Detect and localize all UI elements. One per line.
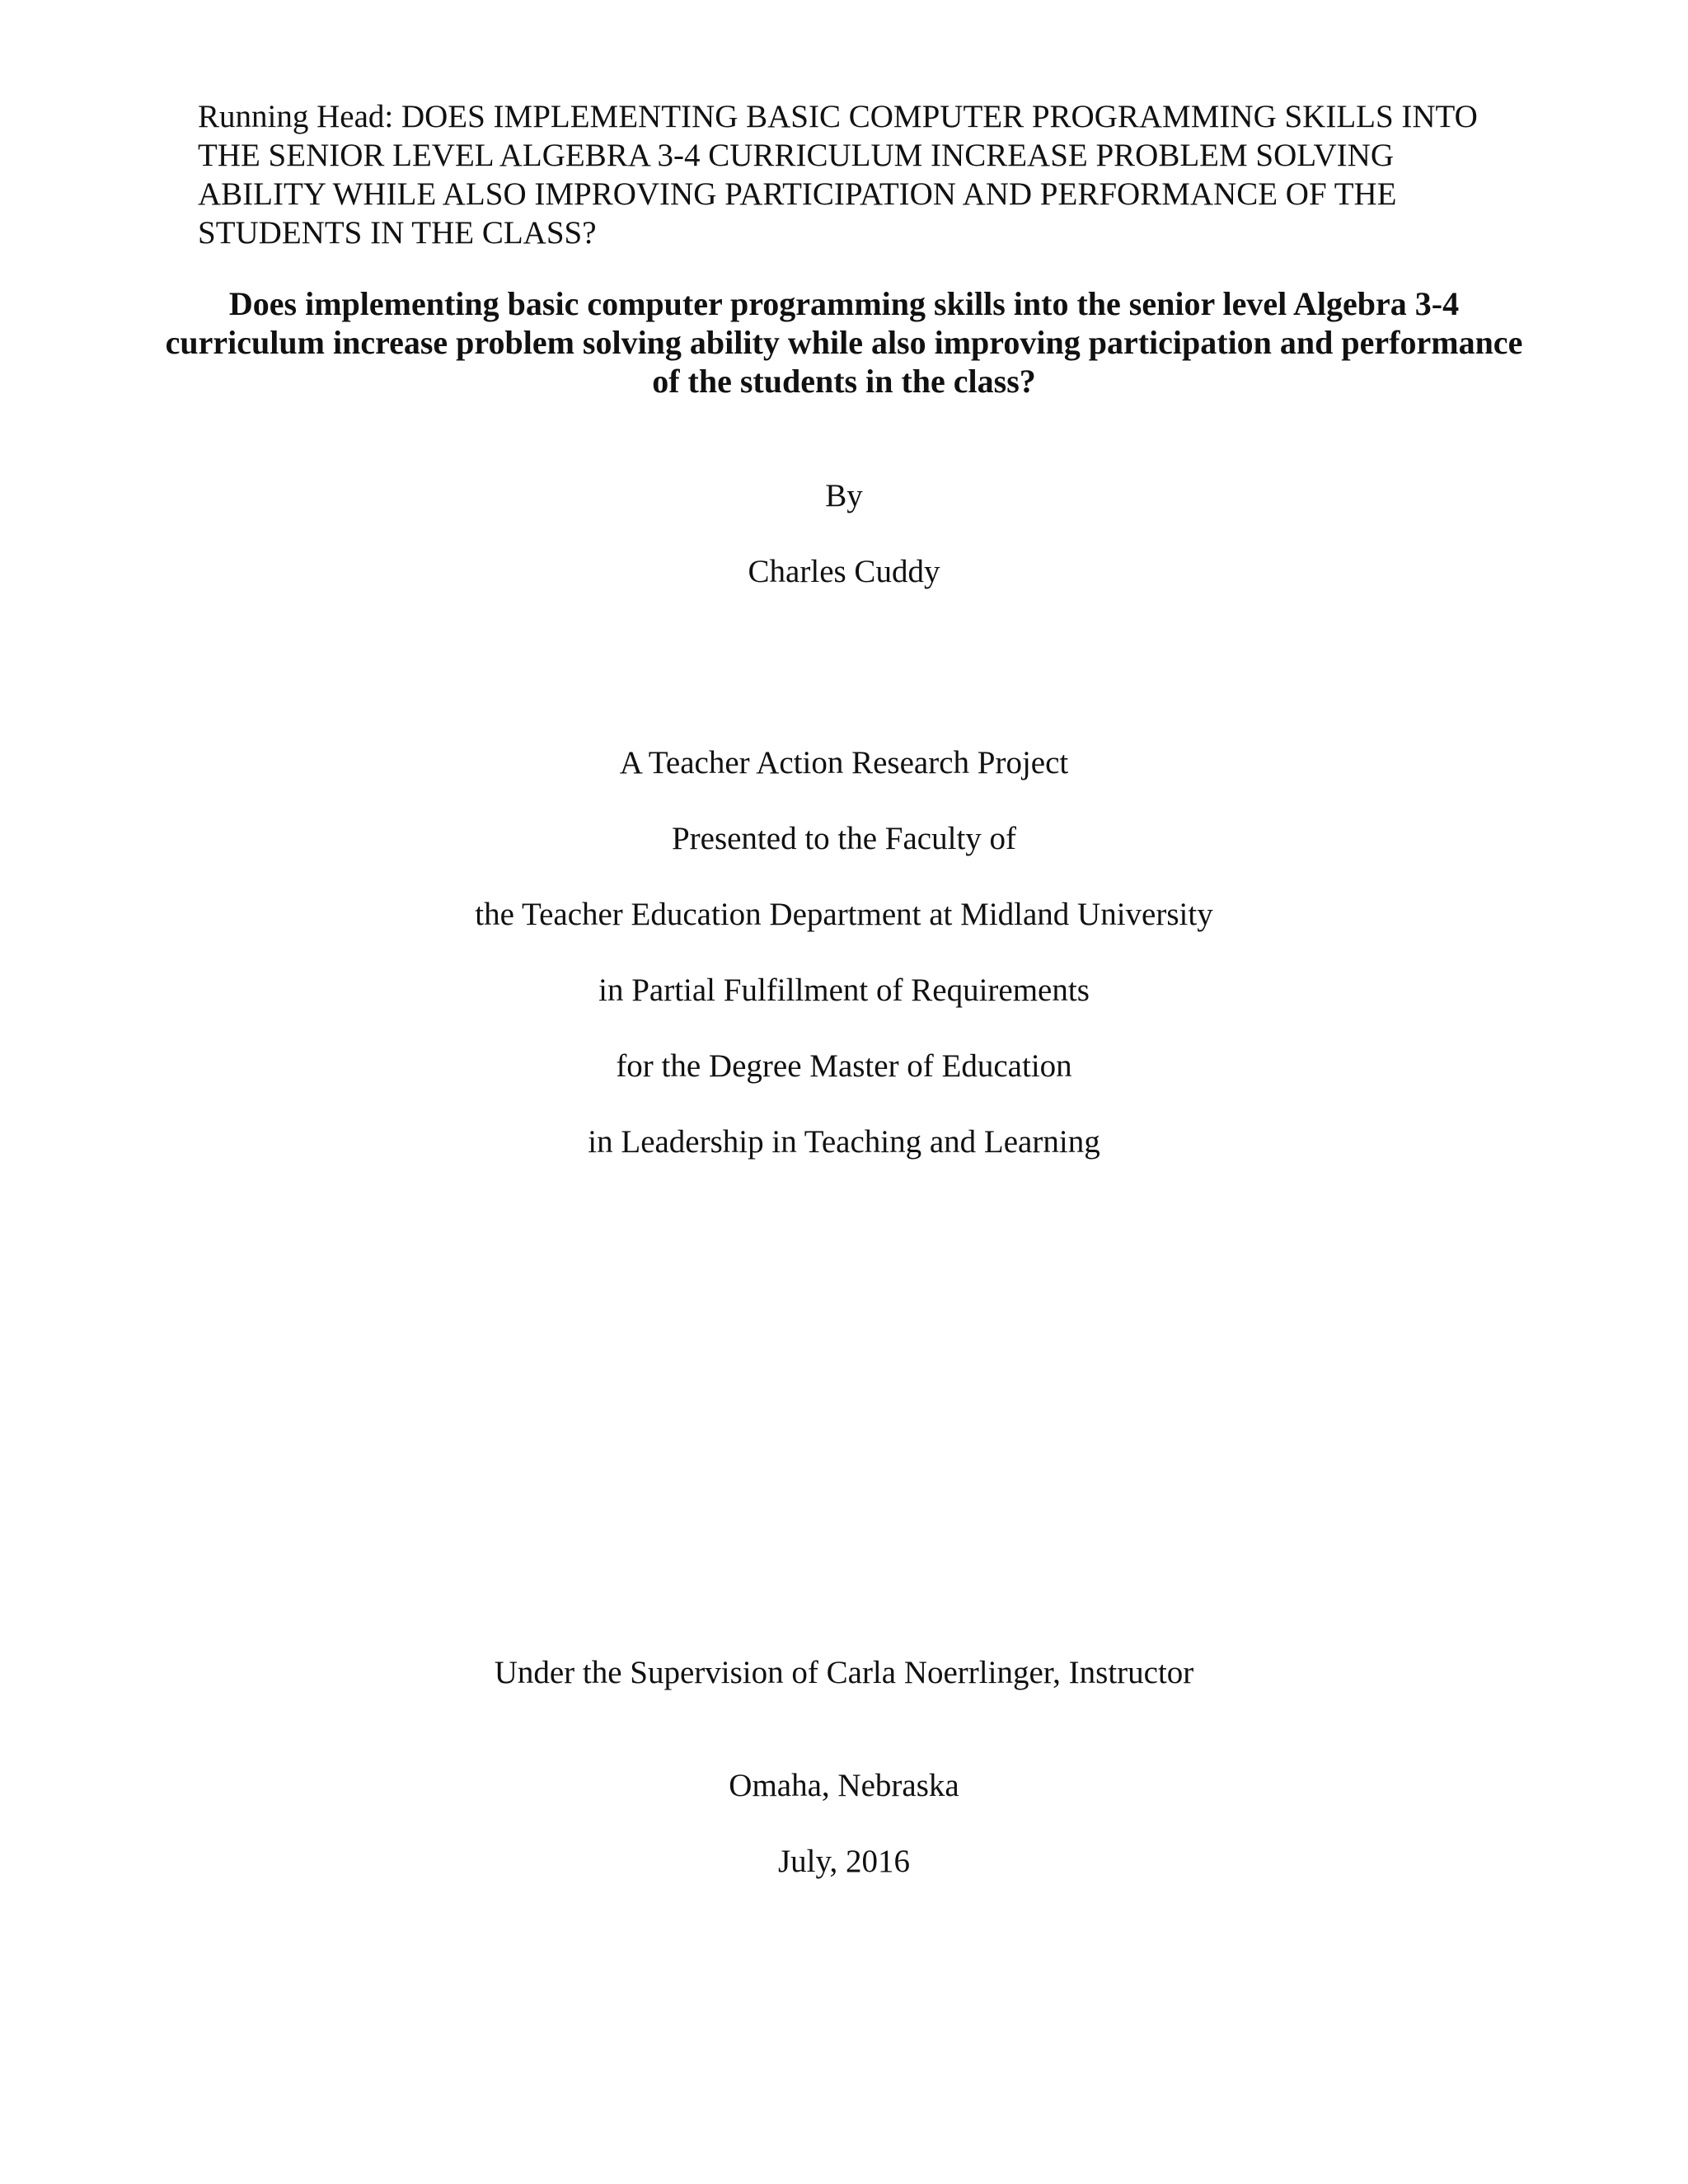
author-name: Charles Cuddy — [748, 554, 940, 589]
description-line: in Leadership in Teaching and Learning — [588, 1124, 1100, 1160]
description-line: for the Degree Master of Education — [616, 1048, 1072, 1084]
byline-by: By — [825, 478, 863, 513]
document-title: Does implementing basic computer programming skills into the senior level Algebra 3-4 curriculum increase problem solving ability while also improving participation and performance of the students in the class? — [165, 285, 1523, 400]
description-line: in Partial Fulfillment of Requirements — [598, 972, 1090, 1008]
description-line: the Teacher Education Department at Midland University — [475, 897, 1213, 932]
description-line: Presented to the Faculty of — [671, 821, 1017, 856]
supervision-line: Under the Supervision of Carla Noerrlinger, Instructor — [494, 1655, 1194, 1690]
date-line: July, 2016 — [778, 1844, 910, 1879]
description-line: A Teacher Action Research Project — [619, 745, 1069, 780]
location-line: Omaha, Nebraska — [729, 1768, 959, 1803]
running-head: Running Head: DOES IMPLEMENTING BASIC COMPUTER PROGRAMMING SKILLS INTO THE SENIOR LEVEL ALGEBRA 3-4 CURRICULUM INCREASE PROBLEM SOLVING ABILITY WHILE ALSO IMPROVING PARTICIPATION AND PERFORMANCE OF THE STUDENTS IN THE CLASS? — [198, 99, 1478, 251]
